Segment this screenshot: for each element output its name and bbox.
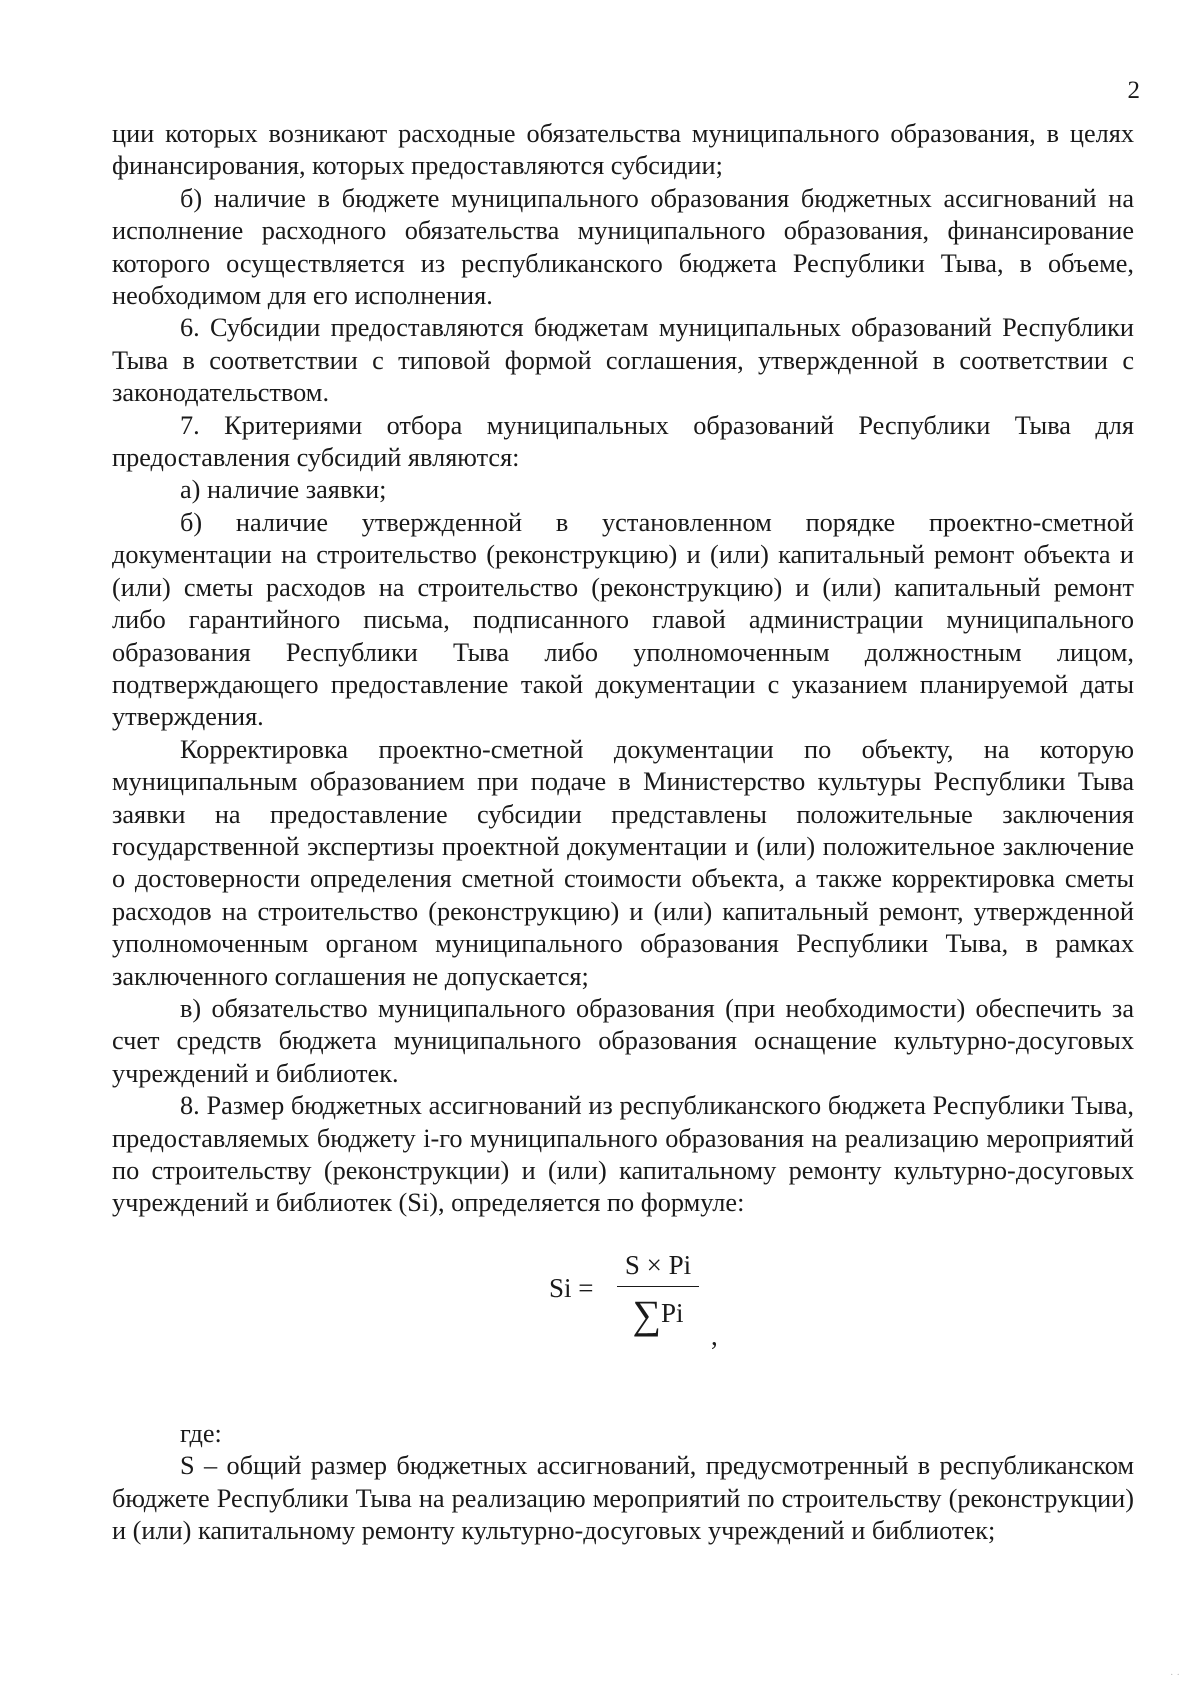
- formula-fraction: [617, 1248, 699, 1337]
- fraction-bar: [617, 1286, 699, 1287]
- definition-s: S – общий размер бюджетных ассигнований, предусмотренный в республиканском бюджете Республики Тыва на реализацию мероприятий по строительству (реконструкции) и (или) капитальному ремонту культурно-досуговых учреждений и библиотек;: [112, 1451, 1134, 1546]
- where-label: где:: [180, 1418, 222, 1448]
- paragraph-item-a-application: а) наличие заявки;: [180, 475, 387, 505]
- sum-symbol: ∑: [632, 1291, 661, 1337]
- paragraph-continuation: ции которых возникают расходные обязательства муниципального образования, в целях финансирования, которых предоставляются субсидии;: [112, 119, 1134, 181]
- paragraph-clause-7: 7. Критериями отбора муниципальных образований Республики Тыва для предоставления субсидий являются:: [112, 410, 1134, 473]
- paragraph-item-b-budget: б) наличие в бюджете муниципального образования бюджетных ассигнований на исполнение расходного обязательства муниципального образования, финансирование которого осуществляется из республиканского бюджета Республики Тыва, в объеме, необходимом для его исполнения.: [112, 183, 1134, 311]
- formula-trailing-comma: ,: [711, 1320, 718, 1351]
- formula-numerator: S × Pi: [624, 1249, 692, 1280]
- paragraph-clause-8: 8. Размер бюджетных ассигнований из республиканского бюджета Республики Тыва, предоставляемых бюджету i-го муниципального образования на реализацию мероприятий по строительству (реконструкции) и (или) капитальному ремонту культурно-досуговых учреждений и библиотек (Si), определяется по формуле:: [112, 1091, 1134, 1218]
- paragraph-item-b-documentation: б) наличие утвержденной в установленном порядке проектно-сметной документации на строительство (реконструкцию) и (или) капитальный ремонт объекта и (или) сметы расходов на строительство (реконструкцию) и (или) капитальный ремонт либо гарантийного письма, подписанного главой администрации муниципального образования Республики Тыва либо уполномоченным должностным лицом, подтверждающего предоставление такой документации с указанием планируемой даты утверждения.: [112, 507, 1134, 732]
- page-number: 2: [1127, 77, 1140, 104]
- document-body: [112, 118, 1134, 1547]
- scan-artifact: · ·: [1169, 1669, 1180, 1681]
- paragraph-item-v-obligation: в) обязательство муниципального образования (при необходимости) обеспечить за счет средств бюджета муниципального образования оснащение культурно-досуговых учреждений и библиотек.: [112, 993, 1134, 1088]
- paragraph-correction: Корректировка проектно-сметной документации по объекту, на которую муниципальным образованием при подаче в Министерство культуры Республики Тыва заявки на предоставление субсидии представлены положительные заключения государственной экспертизы проектной документации и (или) положительное заключение о достоверности определения сметной стоимости объекта, а также корректировка сметы расходов на строительство (реконструкцию) и (или) капитальный ремонт, утвержденной уполномоченным органом муниципального образования Республики Тыва, в рамках заключенного соглашения не допускается;: [112, 734, 1134, 991]
- subsidy-formula: [112, 1248, 1134, 1398]
- formula-denominator: [617, 1289, 699, 1337]
- paragraph-clause-6: 6. Субсидии предоставляются бюджетам муниципальных образований Республики Тыва в соответствии с типовой формой соглашения, утвержденной в соответствии с законодательством.: [112, 313, 1134, 408]
- formula-denominator-var: Pi: [660, 1297, 684, 1328]
- formula-lhs: Si =: [549, 1272, 594, 1303]
